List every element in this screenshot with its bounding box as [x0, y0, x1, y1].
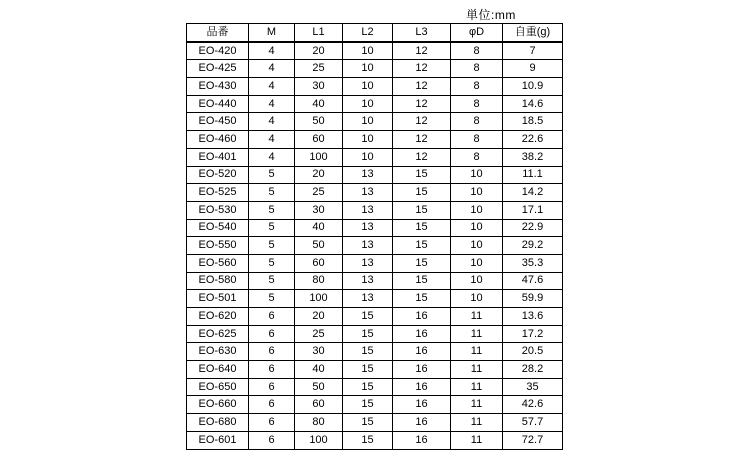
table-row: [187, 361, 563, 379]
table-row: [187, 166, 563, 184]
table-row: [187, 113, 563, 131]
cell-l2: 10: [343, 95, 393, 113]
cell-weight: 59.9: [503, 290, 563, 308]
cell-weight: 17.2: [503, 325, 563, 343]
cell-diameter: 10: [451, 254, 503, 272]
cell-m: 5: [249, 201, 295, 219]
cell-l3: 16: [393, 431, 451, 449]
cell-m: 5: [249, 219, 295, 237]
cell-l3: 16: [393, 343, 451, 361]
cell-part-number: EO-640: [187, 361, 249, 379]
table-row: [187, 219, 563, 237]
cell-part-number: EO-560: [187, 254, 249, 272]
cell-l2: 13: [343, 272, 393, 290]
cell-l3: 15: [393, 184, 451, 202]
table-row: [187, 78, 563, 96]
cell-diameter: 8: [451, 113, 503, 131]
cell-diameter: 10: [451, 290, 503, 308]
cell-diameter: 10: [451, 219, 503, 237]
cell-l1: 30: [295, 201, 343, 219]
cell-m: 4: [249, 78, 295, 96]
spec-table: [186, 23, 563, 450]
cell-m: 6: [249, 361, 295, 379]
header-l2: L2: [343, 24, 393, 42]
cell-weight: 7: [503, 42, 563, 60]
cell-l2: 13: [343, 201, 393, 219]
cell-weight: 14.2: [503, 184, 563, 202]
cell-diameter: 11: [451, 343, 503, 361]
cell-l3: 16: [393, 414, 451, 432]
cell-m: 5: [249, 237, 295, 255]
cell-m: 6: [249, 414, 295, 432]
cell-diameter: 8: [451, 95, 503, 113]
cell-m: 6: [249, 378, 295, 396]
cell-m: 6: [249, 308, 295, 326]
cell-diameter: 11: [451, 325, 503, 343]
cell-part-number: EO-420: [187, 42, 249, 60]
cell-part-number: EO-650: [187, 378, 249, 396]
cell-m: 4: [249, 131, 295, 149]
cell-m: 6: [249, 396, 295, 414]
cell-part-number: EO-425: [187, 60, 249, 78]
table-body: [187, 42, 563, 449]
cell-l3: 16: [393, 325, 451, 343]
cell-diameter: 10: [451, 201, 503, 219]
cell-weight: 11.1: [503, 166, 563, 184]
cell-l2: 13: [343, 254, 393, 272]
cell-weight: 14.6: [503, 95, 563, 113]
header-l3: L3: [393, 24, 451, 42]
table-row: [187, 184, 563, 202]
table-row: [187, 343, 563, 361]
table-row: [187, 272, 563, 290]
cell-l1: 50: [295, 113, 343, 131]
cell-part-number: EO-625: [187, 325, 249, 343]
cell-part-number: EO-580: [187, 272, 249, 290]
cell-l3: 12: [393, 78, 451, 96]
cell-weight: 18.5: [503, 113, 563, 131]
cell-l2: 13: [343, 237, 393, 255]
cell-weight: 22.9: [503, 219, 563, 237]
cell-m: 5: [249, 184, 295, 202]
table-row: [187, 148, 563, 166]
header-l1: L1: [295, 24, 343, 42]
cell-l3: 12: [393, 95, 451, 113]
cell-diameter: 8: [451, 78, 503, 96]
cell-weight: 17.1: [503, 201, 563, 219]
header-part-number: 品番: [187, 24, 249, 42]
cell-l3: 15: [393, 290, 451, 308]
table-row: [187, 308, 563, 326]
unit-label: 単位:mm: [466, 8, 516, 22]
cell-l2: 10: [343, 42, 393, 60]
header-diameter: φD: [451, 24, 503, 42]
cell-l2: 10: [343, 60, 393, 78]
cell-l3: 16: [393, 396, 451, 414]
cell-part-number: EO-401: [187, 148, 249, 166]
cell-m: 5: [249, 166, 295, 184]
cell-weight: 35: [503, 378, 563, 396]
cell-l2: 10: [343, 78, 393, 96]
cell-l3: 16: [393, 308, 451, 326]
cell-l1: 20: [295, 308, 343, 326]
cell-part-number: EO-680: [187, 414, 249, 432]
cell-l2: 15: [343, 308, 393, 326]
cell-l3: 12: [393, 131, 451, 149]
cell-weight: 42.6: [503, 396, 563, 414]
cell-l3: 15: [393, 254, 451, 272]
cell-l3: 15: [393, 219, 451, 237]
table-row: [187, 396, 563, 414]
header-weight: 自重(g): [503, 24, 563, 42]
cell-l1: 40: [295, 361, 343, 379]
cell-part-number: EO-620: [187, 308, 249, 326]
cell-l3: 16: [393, 378, 451, 396]
cell-weight: 47.6: [503, 272, 563, 290]
cell-weight: 10.9: [503, 78, 563, 96]
cell-l2: 10: [343, 113, 393, 131]
cell-m: 4: [249, 113, 295, 131]
table-row: [187, 290, 563, 308]
cell-part-number: EO-440: [187, 95, 249, 113]
cell-l2: 15: [343, 343, 393, 361]
cell-diameter: 8: [451, 42, 503, 60]
cell-l1: 100: [295, 431, 343, 449]
table-row: [187, 414, 563, 432]
cell-l1: 60: [295, 254, 343, 272]
cell-diameter: 8: [451, 60, 503, 78]
cell-m: 4: [249, 148, 295, 166]
cell-l1: 30: [295, 78, 343, 96]
cell-weight: 38.2: [503, 148, 563, 166]
cell-part-number: EO-520: [187, 166, 249, 184]
cell-l1: 25: [295, 184, 343, 202]
cell-l3: 15: [393, 166, 451, 184]
cell-diameter: 10: [451, 272, 503, 290]
cell-m: 6: [249, 343, 295, 361]
cell-l1: 80: [295, 414, 343, 432]
cell-l2: 10: [343, 131, 393, 149]
cell-l1: 50: [295, 378, 343, 396]
cell-part-number: EO-525: [187, 184, 249, 202]
cell-l3: 12: [393, 148, 451, 166]
cell-l3: 15: [393, 272, 451, 290]
cell-m: 5: [249, 290, 295, 308]
cell-weight: 72.7: [503, 431, 563, 449]
cell-weight: 28.2: [503, 361, 563, 379]
cell-m: 5: [249, 272, 295, 290]
cell-l1: 25: [295, 60, 343, 78]
cell-l2: 13: [343, 219, 393, 237]
cell-weight: 57.7: [503, 414, 563, 432]
cell-part-number: EO-501: [187, 290, 249, 308]
cell-l1: 50: [295, 237, 343, 255]
cell-l1: 100: [295, 290, 343, 308]
table-row: [187, 378, 563, 396]
cell-part-number: EO-540: [187, 219, 249, 237]
cell-l3: 15: [393, 237, 451, 255]
cell-l3: 16: [393, 361, 451, 379]
cell-l1: 30: [295, 343, 343, 361]
cell-l2: 15: [343, 396, 393, 414]
cell-l3: 12: [393, 60, 451, 78]
cell-diameter: 11: [451, 431, 503, 449]
cell-part-number: EO-660: [187, 396, 249, 414]
cell-weight: 29.2: [503, 237, 563, 255]
cell-m: 4: [249, 60, 295, 78]
table-row: [187, 325, 563, 343]
cell-l1: 60: [295, 131, 343, 149]
cell-diameter: 8: [451, 131, 503, 149]
cell-m: 4: [249, 95, 295, 113]
cell-diameter: 8: [451, 148, 503, 166]
cell-diameter: 10: [451, 184, 503, 202]
cell-l1: 100: [295, 148, 343, 166]
cell-l2: 15: [343, 414, 393, 432]
cell-l2: 15: [343, 378, 393, 396]
cell-part-number: EO-630: [187, 343, 249, 361]
cell-part-number: EO-601: [187, 431, 249, 449]
cell-diameter: 10: [451, 237, 503, 255]
table-row: [187, 201, 563, 219]
cell-part-number: EO-530: [187, 201, 249, 219]
cell-diameter: 11: [451, 414, 503, 432]
cell-part-number: EO-460: [187, 131, 249, 149]
cell-diameter: 11: [451, 396, 503, 414]
cell-l3: 12: [393, 113, 451, 131]
cell-m: 4: [249, 42, 295, 60]
cell-diameter: 11: [451, 378, 503, 396]
cell-weight: 9: [503, 60, 563, 78]
cell-weight: 35.3: [503, 254, 563, 272]
cell-part-number: EO-430: [187, 78, 249, 96]
cell-m: 6: [249, 431, 295, 449]
cell-l1: 40: [295, 219, 343, 237]
cell-l2: 15: [343, 325, 393, 343]
cell-weight: 20.5: [503, 343, 563, 361]
header-row: [187, 24, 563, 42]
cell-l1: 20: [295, 42, 343, 60]
table-row: [187, 237, 563, 255]
table-row: [187, 431, 563, 449]
cell-diameter: 10: [451, 166, 503, 184]
cell-m: 6: [249, 325, 295, 343]
table-row: [187, 60, 563, 78]
cell-part-number: EO-450: [187, 113, 249, 131]
cell-l1: 25: [295, 325, 343, 343]
cell-weight: 22.6: [503, 131, 563, 149]
header-m: M: [249, 24, 295, 42]
cell-l2: 13: [343, 290, 393, 308]
cell-part-number: EO-550: [187, 237, 249, 255]
cell-weight: 13.6: [503, 308, 563, 326]
cell-l2: 15: [343, 431, 393, 449]
cell-diameter: 11: [451, 361, 503, 379]
table-row: [187, 131, 563, 149]
cell-l1: 40: [295, 95, 343, 113]
cell-l2: 13: [343, 184, 393, 202]
cell-l1: 20: [295, 166, 343, 184]
table-row: [187, 254, 563, 272]
cell-m: 5: [249, 254, 295, 272]
cell-l2: 10: [343, 148, 393, 166]
cell-l3: 12: [393, 42, 451, 60]
cell-l1: 60: [295, 396, 343, 414]
table-row: [187, 95, 563, 113]
cell-diameter: 11: [451, 308, 503, 326]
cell-l1: 80: [295, 272, 343, 290]
table-row: [187, 42, 563, 60]
cell-l2: 13: [343, 166, 393, 184]
cell-l3: 15: [393, 201, 451, 219]
cell-l2: 15: [343, 361, 393, 379]
